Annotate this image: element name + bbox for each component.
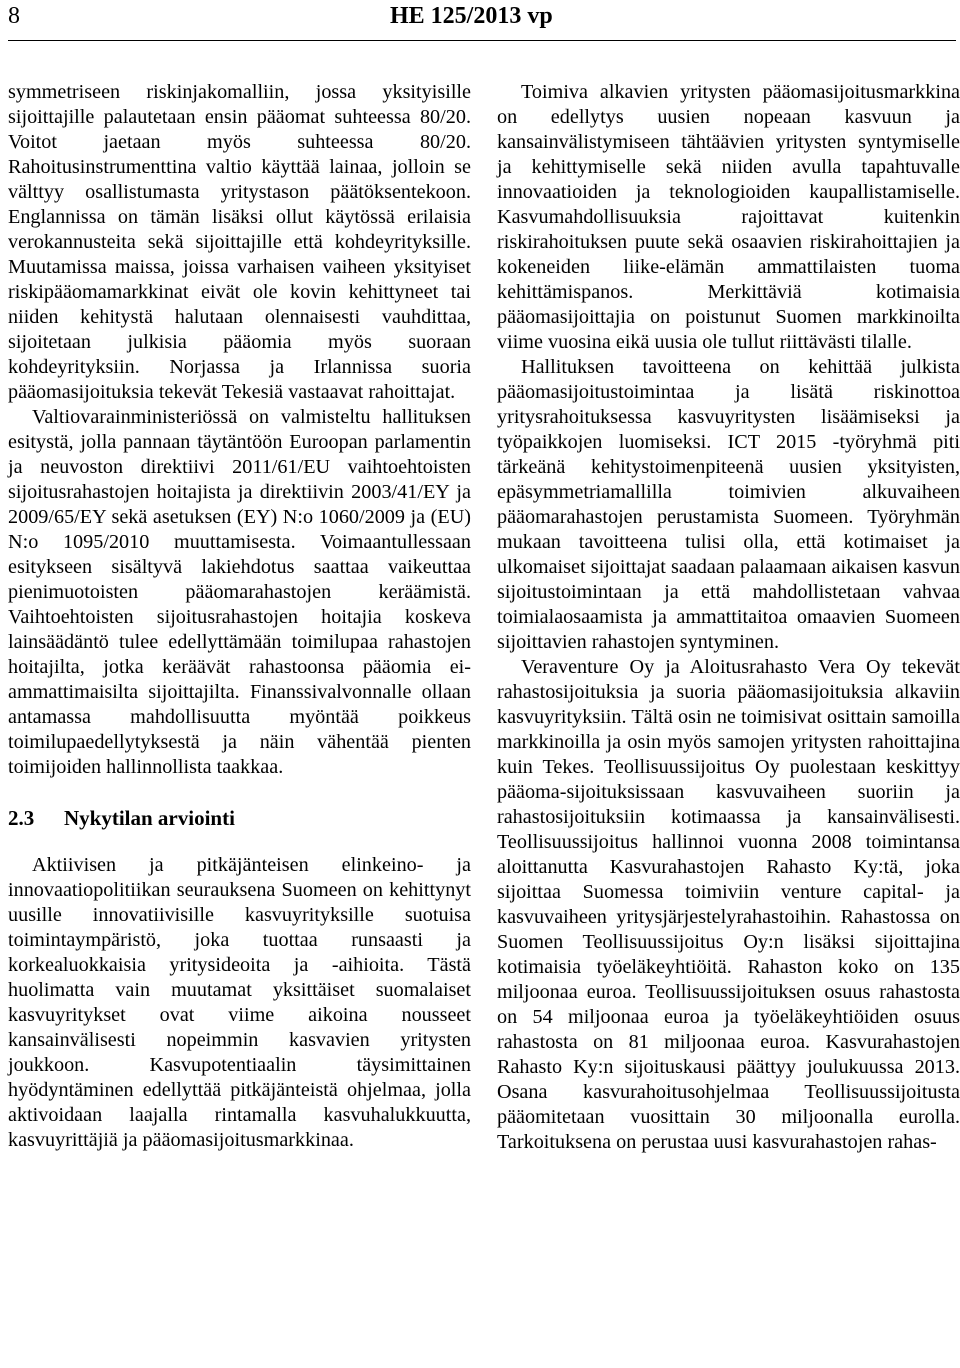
document-id: HE 125/2013 vp <box>390 3 553 29</box>
header-rule <box>8 40 956 41</box>
paragraph: Valtiovarainministeriössä on valmisteltu hallituksen esitystä, jolla pannaan täytäntöön Euroopan parlamentin ja neuvoston direktiivi 2011/61/EU vaihtoehtoisten sijoitusrahastojen hoitajista ja direktiivin 2003/41/EY ja 2009/65/EY sekä asetuksen (EY) N:o 1060/2009 ja (EU) N:o 1095/2010 muuttamisesta. Voimaantullessaan esitykseen sisältyvä lakiehdotus saattaa vaikeuttaa pienimuotoisten pääomarahastojen keräämistä. Vaihtoehtoisten sijoitusrahastojen hoitajia koskeva lainsäädäntö tulee edellyttämään toimilupaa rahastojen hoitajilta, jotka keräävät rahastoonsa pääomia ei-ammattimaisilta sijoittajilta. Finanssivalvonnalle ollaan antamassa mahdollisuutta myöntää poikkeus toimilupaedellytyksestä ja näin vähentää pienten toimijoiden hallinnollista taakkaa. <box>8 406 471 778</box>
paragraph: Hallituksen tavoitteena on kehittää julkista pääomasijoitustoimintaa ja lisätä riskinottoa yritysrahoituksessa kasvuyritysten lisäämiseksi ja työpaikkojen luomiseksi. ICT 2015 -työryhmä piti tärkeänä kehitystoimenpiteenä uusien yksityisten, epäsymmetriamallilla toimivien alkuvaiheen pääomarahastojen perustamista Suomeen. Työryhmän mukaan tavoitteena tulisi olla, että kotimaiset ja ulkomaiset sijoittajat saadaan palaamaan aikaisen kasvun sijoitustoimintaan ja että mahdollistetaan vahvaa toimialaosaamista ja ammattitaitoa omaavien Suomeen sijoittavien rahastojen syntyminen. <box>497 356 960 653</box>
paragraph: Aktiivisen ja pitkäjänteisen elinkeino- ja innovaatiopolitiikan seurauksena Suomeen on kehittynyt uusille innovatiivisille kasvuyrityksille suotuisa toimintaympäristö, joka tuottaa runsaasti ja korkealuokkaisia yritysideoita ja -aihioita. Tästä huolimatta vain muutamat yksittäiset suomalaiset kasvuyritykset ovat viime aikoina nousseet kansainvälisesti nopeimmin kasvavien yritysten joukkoon. Kasvupotentiaalin täysimittainen hyödyntäminen edellyttää pitkäjänteistä ohjelmaa, jolla aktivoidaan laajalla rintamalla kasvuhalukkuutta, kasvuyrittäjiä ja pääomasijoitusmarkkinaa. <box>8 854 471 1151</box>
right-column <box>497 80 960 1155</box>
paragraph: symmetriseen riskinjakomalliin, jossa yksityisille sijoittajille palautetaan ensin pääomat suhteessa 80/20. Voitot jaetaan myös suhteessa 80/20. Rahoitusinstrumenttina valtio käyttää lainaa, jolloin se välttyy osallistumasta yritystason päätöksentekoon. Englannissa on tämän lisäksi ollut käytössä erilaisia verokannusteita sekä sijoittajille että kohdeyrityksille. Muutamissa maissa, joissa varhaisen vaiheen yksityiset riskipääomamarkkinat eivät ole kovin kehittyneet tai niiden kehitystä halutaan olennaisesti vauhdittaa, sijoitetaan julkisia pääomia myös suoraan kohdeyrityksiin. Norjassa ja Irlannissa suoria pääomasijoituksia tekevät Tekesiä vastaavat rahoittajat. <box>8 81 471 403</box>
left-column <box>8 80 471 1153</box>
paragraph: Veraventure Oy ja Aloitusrahasto Vera Oy tekevät rahastosijoituksia ja suoria pääomasijoituksia alkaviin kasvuyrityksiin. Tältä osin ne toimisivat osittain samoilla markkinoilla ja osin myös samojen yritysten rahoittajina kuin Tekes. Teollisuussijoitus Oy puolestaan keskittyy pääoma-sijoituksissaan kasvuvaiheen suoriin ja rahastosijoituksiin kotimaassa ja kansainvälisesti. Teollisuussijoitus hallinnoi vuonna 2008 toimintansa aloittanutta Kasvurahastojen Rahasto Ky:tä, joka sijoittaa Suomessa toimiviin venture capital- ja kasvuvaiheen yritysjärjestelyrahastoihin. Rahastossa on Suomen Teollisuussijoitus Oy:n lisäksi sijoittajina kotimaisia työeläkeyhtiöitä. Rahaston koko on 135 miljoonaa euroa. Teollisuussijoituksen osuus rahastosta on 54 miljoonaa euroa ja työeläkeyhtiöiden osuus rahastosta on 81 miljoonaa euroa. Kasvurahastojen Rahasto Ky:n sijoituskausi päättyy joulukuussa 2013. Osana kasvurahoitusohjelmaa Teollisuussijoitusta pääomitetaan vuosittain 30 miljoonalla eurolla. Tarkoituksena on perustaa uusi kasvurahastojen rahas- <box>497 656 960 1153</box>
page-number: 8 <box>8 3 20 29</box>
section-number: 2.3 <box>8 806 35 830</box>
section-heading <box>8 806 471 831</box>
section-title: Nykytilan arviointi <box>64 806 235 830</box>
page-header <box>0 0 960 62</box>
paragraph: Toimiva alkavien yritysten pääomasijoitusmarkkina on edellytys uusien nopeaan kasvuun ja kansainvälistymiseen tähtäävien yritysten syntymiselle ja kehittymiselle sekä niiden avulla tapahtuvalle innovaatioiden ja teknologioiden kaupallistamiselle. Kasvumahdollisuuksia rajoittavat kuitenkin riskirahoituksen puute sekä osaavien riskirahoittajien ja kokeneiden liike-elämän ammattilaisten tuoma kehittämispanos. Merkittäviä kotimaisia pääomasijoittajia on poistunut Suomen markkinoilta viime vuosina eikä uusia ole tullut riittävästi tilalle. <box>497 81 960 353</box>
